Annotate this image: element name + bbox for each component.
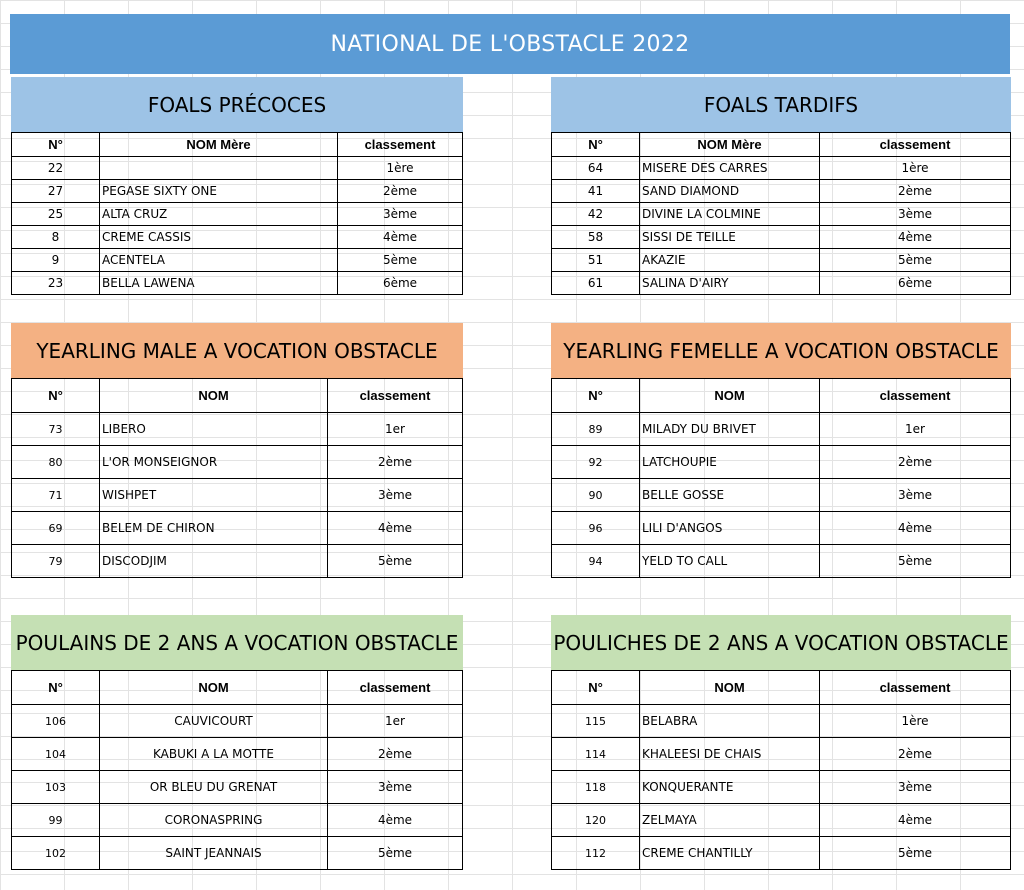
table-row	[552, 837, 1011, 870]
cell-name: MILADY DU BRIVET	[640, 413, 820, 446]
section-yearling-femelle	[551, 323, 1011, 578]
cell-name: LIBERO	[100, 413, 328, 446]
cell-number: 99	[12, 804, 100, 837]
cell-name: BELLE GOSSE	[640, 479, 820, 512]
table-row	[12, 837, 463, 870]
page-title: NATIONAL DE L'OBSTACLE 2022	[10, 14, 1010, 74]
section-yearling-male	[11, 323, 463, 578]
table-row	[12, 479, 463, 512]
table-row	[552, 180, 1011, 203]
section-header: POULAINS DE 2 ANS A VOCATION OBSTACLE	[11, 615, 463, 670]
table-row	[552, 705, 1011, 738]
cell-name: BELABRA	[640, 705, 820, 738]
cell-number: 73	[12, 413, 100, 446]
cell-number: 79	[12, 545, 100, 578]
cell-name: DIVINE LA COLMINE	[640, 203, 820, 226]
cell-number: 25	[12, 203, 100, 226]
table-header-row	[12, 133, 463, 157]
results-table	[551, 132, 1011, 295]
cell-name: CREME CHANTILLY	[640, 837, 820, 870]
table-row	[552, 738, 1011, 771]
col-header-rank: classement	[338, 133, 463, 157]
section-header: POULICHES DE 2 ANS A VOCATION OBSTACLE	[551, 615, 1011, 670]
cell-rank: 2ème	[328, 738, 463, 771]
cell-rank: 5ème	[328, 837, 463, 870]
cell-rank: 5ème	[820, 249, 1011, 272]
cell-rank: 3ème	[338, 203, 463, 226]
cell-rank: 4ème	[328, 804, 463, 837]
cell-number: 120	[552, 804, 640, 837]
cell-number: 64	[552, 157, 640, 180]
section-foals-precoces	[11, 77, 463, 295]
cell-rank: 6ème	[338, 272, 463, 295]
table-row	[12, 413, 463, 446]
cell-name: SAINT JEANNAIS	[100, 837, 328, 870]
cell-name: BELEM DE CHIRON	[100, 512, 328, 545]
col-header-name: NOM	[100, 671, 328, 705]
table-header-row	[552, 133, 1011, 157]
table-row	[12, 249, 463, 272]
cell-name: YELD TO CALL	[640, 545, 820, 578]
col-header-rank: classement	[328, 671, 463, 705]
table-header-row	[552, 671, 1011, 705]
col-header-name: NOM	[640, 379, 820, 413]
cell-number: 58	[552, 226, 640, 249]
cell-rank: 4ème	[328, 512, 463, 545]
cell-name	[100, 157, 338, 180]
cell-number: 89	[552, 413, 640, 446]
cell-number: 103	[12, 771, 100, 804]
table-row	[552, 157, 1011, 180]
cell-rank: 3ème	[328, 771, 463, 804]
cell-name: ALTA CRUZ	[100, 203, 338, 226]
cell-rank: 5ème	[820, 545, 1011, 578]
cell-name: MISERE DES CARRES	[640, 157, 820, 180]
cell-rank: 1er	[820, 413, 1011, 446]
results-table	[551, 670, 1011, 870]
cell-name: LILI D'ANGOS	[640, 512, 820, 545]
table-row	[552, 226, 1011, 249]
cell-rank: 4ème	[820, 226, 1011, 249]
cell-name: CREME CASSIS	[100, 226, 338, 249]
cell-name: ZELMAYA	[640, 804, 820, 837]
col-header-name: NOM Mère	[100, 133, 338, 157]
cell-number: 115	[552, 705, 640, 738]
table-row	[12, 512, 463, 545]
table-row	[12, 272, 463, 295]
table-row	[552, 771, 1011, 804]
cell-number: 92	[552, 446, 640, 479]
table-row	[12, 545, 463, 578]
cell-rank: 3ème	[820, 479, 1011, 512]
section-foals-tardifs	[551, 77, 1011, 295]
table-row	[12, 180, 463, 203]
col-header-number: N°	[12, 133, 100, 157]
table-row	[12, 738, 463, 771]
cell-name: OR BLEU DU GRENAT	[100, 771, 328, 804]
col-header-name: NOM	[100, 379, 328, 413]
table-header-row	[12, 379, 463, 413]
col-header-rank: classement	[820, 133, 1011, 157]
col-header-rank: classement	[820, 671, 1011, 705]
cell-number: 42	[552, 203, 640, 226]
cell-rank: 5ème	[338, 249, 463, 272]
cell-name: PEGASE SIXTY ONE	[100, 180, 338, 203]
cell-number: 106	[12, 705, 100, 738]
cell-rank: 1ère	[338, 157, 463, 180]
table-row	[12, 804, 463, 837]
cell-number: 102	[12, 837, 100, 870]
cell-name: AKAZIE	[640, 249, 820, 272]
cell-name: LATCHOUPIE	[640, 446, 820, 479]
table-row	[12, 226, 463, 249]
section-header: FOALS TARDIFS	[551, 77, 1011, 132]
cell-number: 90	[552, 479, 640, 512]
cell-name: KABUKI A LA MOTTE	[100, 738, 328, 771]
col-header-rank: classement	[820, 379, 1011, 413]
cell-number: 94	[552, 545, 640, 578]
col-header-rank: classement	[328, 379, 463, 413]
cell-rank: 3ème	[820, 203, 1011, 226]
table-header-row	[552, 379, 1011, 413]
cell-rank: 2ème	[820, 446, 1011, 479]
col-header-name: NOM Mère	[640, 133, 820, 157]
results-table	[11, 670, 463, 870]
table-row	[12, 157, 463, 180]
table-header-row	[12, 671, 463, 705]
cell-number: 22	[12, 157, 100, 180]
table-row	[552, 272, 1011, 295]
cell-rank: 5ème	[328, 545, 463, 578]
table-row	[552, 249, 1011, 272]
cell-rank: 1er	[328, 413, 463, 446]
table-row	[552, 203, 1011, 226]
table-row	[12, 771, 463, 804]
cell-number: 61	[552, 272, 640, 295]
table-row	[552, 804, 1011, 837]
cell-name: KONQUERANTE	[640, 771, 820, 804]
cell-rank: 2ème	[328, 446, 463, 479]
section-header: YEARLING FEMELLE A VOCATION OBSTACLE	[551, 323, 1011, 378]
cell-number: 80	[12, 446, 100, 479]
results-table	[11, 132, 463, 295]
cell-number: 9	[12, 249, 100, 272]
cell-name: BELLA LAWENA	[100, 272, 338, 295]
cell-name: WISHPET	[100, 479, 328, 512]
results-table	[11, 378, 463, 578]
results-table	[551, 378, 1011, 578]
cell-rank: 1ère	[820, 157, 1011, 180]
cell-name: SAND DIAMOND	[640, 180, 820, 203]
table-row	[552, 512, 1011, 545]
cell-rank: 5ème	[820, 837, 1011, 870]
cell-number: 114	[552, 738, 640, 771]
section-pouliches-2-ans	[551, 615, 1011, 870]
col-header-number: N°	[552, 133, 640, 157]
cell-name: CORONASPRING	[100, 804, 328, 837]
cell-number: 71	[12, 479, 100, 512]
col-header-number: N°	[552, 379, 640, 413]
table-row	[12, 446, 463, 479]
cell-number: 112	[552, 837, 640, 870]
cell-number: 27	[12, 180, 100, 203]
cell-rank: 2ème	[820, 180, 1011, 203]
cell-number: 23	[12, 272, 100, 295]
table-row	[12, 705, 463, 738]
cell-number: 69	[12, 512, 100, 545]
cell-rank: 4ème	[338, 226, 463, 249]
cell-number: 41	[552, 180, 640, 203]
cell-name: ACENTELA	[100, 249, 338, 272]
cell-number: 104	[12, 738, 100, 771]
cell-rank: 1ère	[820, 705, 1011, 738]
cell-rank: 2ème	[338, 180, 463, 203]
table-row	[552, 413, 1011, 446]
cell-number: 8	[12, 226, 100, 249]
col-header-number: N°	[12, 671, 100, 705]
cell-name: L'OR MONSEIGNOR	[100, 446, 328, 479]
table-row	[12, 203, 463, 226]
cell-rank: 2ème	[820, 738, 1011, 771]
cell-rank: 4ème	[820, 512, 1011, 545]
section-poulains-2-ans	[11, 615, 463, 870]
table-row	[552, 545, 1011, 578]
table-row	[552, 479, 1011, 512]
table-row	[552, 446, 1011, 479]
cell-number: 51	[552, 249, 640, 272]
cell-rank: 1er	[328, 705, 463, 738]
cell-name: KHALEESI DE CHAIS	[640, 738, 820, 771]
cell-name: DISCODJIM	[100, 545, 328, 578]
section-header: YEARLING MALE A VOCATION OBSTACLE	[11, 323, 463, 378]
cell-number: 118	[552, 771, 640, 804]
col-header-number: N°	[552, 671, 640, 705]
col-header-number: N°	[12, 379, 100, 413]
cell-name: SISSI DE TEILLE	[640, 226, 820, 249]
cell-name: SALINA D'AIRY	[640, 272, 820, 295]
section-header: FOALS PRÉCOCES	[11, 77, 463, 132]
cell-name: CAUVICOURT	[100, 705, 328, 738]
cell-rank: 4ème	[820, 804, 1011, 837]
cell-rank: 3ème	[328, 479, 463, 512]
cell-rank: 3ème	[820, 771, 1011, 804]
cell-number: 96	[552, 512, 640, 545]
col-header-name: NOM	[640, 671, 820, 705]
cell-rank: 6ème	[820, 272, 1011, 295]
